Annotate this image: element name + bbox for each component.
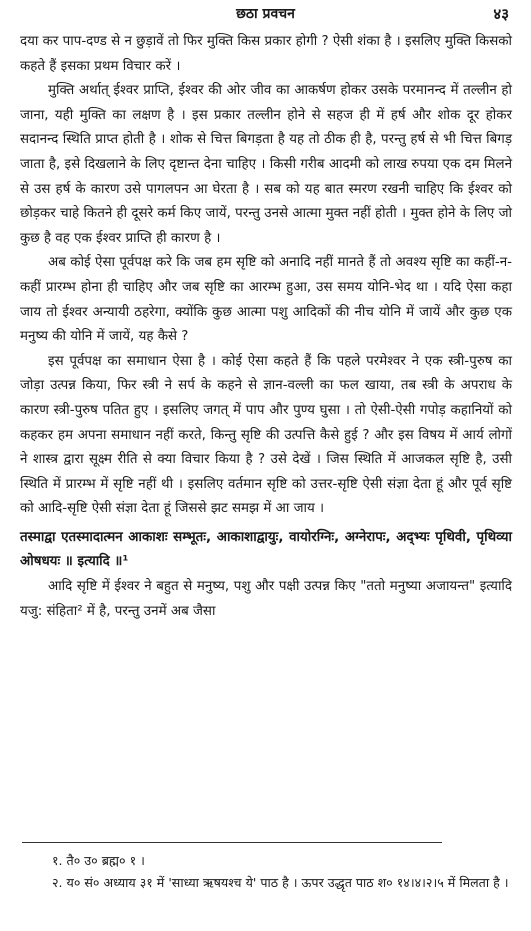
sanskrit-quote: तस्माद्वा एतस्मादात्मन आकाशः सम्भूतः, आकाशाद्वायुः, वायोरग्निः, अग्नेरापः, अद्भ्यः पृथिवी, पृथिव्या ओषधयः ॥ इत्यादि ॥¹ [20,529,512,570]
footnote-1: १. तै० उ० ब्रह्म० १ । [52,853,145,868]
paragraph-4: इस पूर्वपक्ष का समाधान ऐसा है । कोई ऐसा कहते हैं कि पहले परमेश्वर ने एक स्त्री-पुरुष का जोड़ा उत्पन्न किया, फिर स्त्री ने सर्प के कहने से ज्ञान-वल्ली का फल खाया, तब स्त्री के अपराध के कारण स्त्री-पुरुष पतित हुए । इसलिए जगत् में पाप और पुण्य घुसा । तो ऐसी-ऐसी गपोड़ कहानियों को कहकर हम अपना समाधान नहीं करते, किन्तु सृष्टि की उत्पत्ति कैसे हुई ? और इस विषय में आर्य लोगों ने शास्त्र द्वारा सूक्ष्म रीति से क्या विचार किया है ? उसे देखें । जिस स्थिति में आजकल सृष्टि है, उसी स्थिति में प्रारम्भ में सृष्टि नहीं थी । इसलिए वर्तमान सृष्टि को उत्तर-सृष्टि ऐसी संज्ञा देता हूं और पूर्व सृष्टि को आदि-सृष्टि ऐसी संज्ञा देता हूं जिससे झट समझ में आ जाय । [20,353,512,517]
page-number: ४३ [493,5,509,23]
paragraph-5: आदि सृष्टि में ईश्वर ने बहुत से मनुष्य, पशु और पक्षी उत्पन्न किए "ततो मनुष्या अजायन्त" इत्यादि यजु: संहिता² में है, परन्तु उनमें अब जैसा [20,579,512,619]
footnote-2: २. य० सं० अध्याय ३१ में 'साध्या ऋषयश्च ये' पाठ है । ऊपर उद्धृत पाठ श० १४।४।२।५ में मिलता है । [52,875,509,890]
paragraph-1: दया कर पाप-दण्ड से न छुड़ावें तो फिर मुक्ति किस प्रकार होगी ? ऐसी शंका है । इसलिए मुक्ति किसको कहते हैं इसका प्रथम विचार करें । [20,34,512,74]
footnote-divider [22,842,442,843]
footnotes [20,850,512,894]
running-header [18,4,513,26]
paragraph-2: मुक्ति अर्थात् ईश्वर प्राप्ति, ईश्वर की ओर जीव का आकर्षण होकर उसके परमानन्द में तल्लीन हो जाना, यही मुक्ति का लक्षण है । इस प्रकार तल्लीन होने से सहज ही में हर्ष और शोक दूर होकर सदानन्द स्थिति प्राप्त होती है । शोक से चित्त बिगड़ता है यह तो ठीक ही है, परन्तु हर्ष से भी चित्त बिगड़ जाता है, इसे दिखलाने के लिए दृष्टान्त देना चाहिए । किसी गरीब आदमी को लाख रुपया एक दम मिलने से उस हर्ष के कारण उसे पागलपन आ घेरता है । सब को यह बात स्मरण रखनी चाहिए कि ईश्वर को छोड़कर चाहे कितने ही दूसरे कर्म किए जायें, परन्तु उनसे आत्मा मुक्त नहीं होती । मुक्त होने के लिए जो कुछ है वह एक ईश्वर प्राप्ति ही कारण है । [20,83,512,246]
paragraph-3: अब कोई ऐसा पूर्वपक्ष करे कि जब हम सृष्टि को अनादि नहीं मानते हैं तो अवश्य सृष्टि का कहीं-न-कहीं प्रारम्भ होना ही चाहिए और जब सृष्टि का आरम्भ हुआ, उस समय योनि-भेद था । यदि ऐसा कहा जाय तो ईश्वर अन्यायी ठहरेगा, क्योंकि कुछ आत्मा पशु आदिकों की नीच योनि में जायें और कुछ एक मनुष्य की योनि में जायें, यह कैसे ? [20,255,512,345]
body-text [20,30,512,624]
chapter-title: छठा प्रवचन [236,6,295,22]
